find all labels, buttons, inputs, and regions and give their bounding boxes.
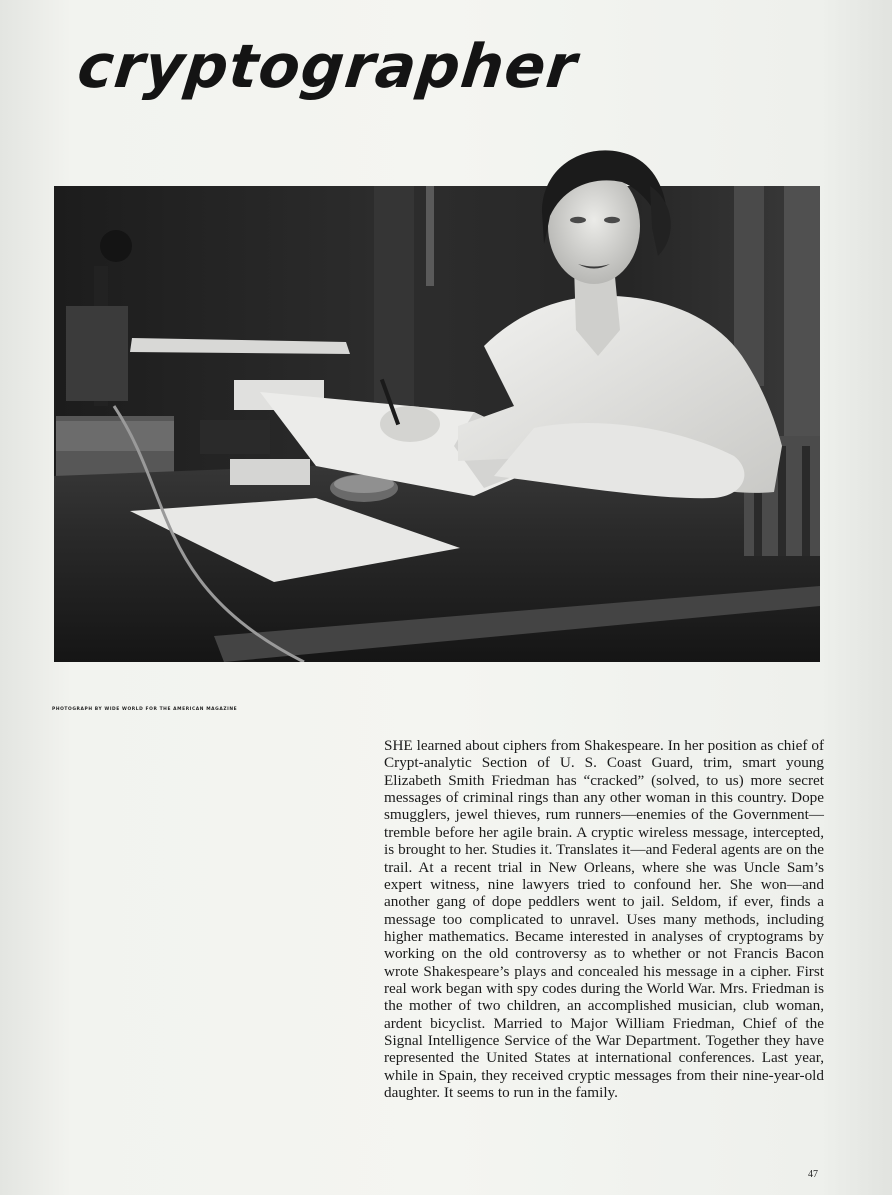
article-body: SHE learned about ciphers from Shakespeare. In her position as chief of Crypt-analytic Section of U. S. Coast Guard, trim, smart young Elizabeth Smith Friedman has “cracked” (solved, to us) more secret messages of criminal rings than any other woman in this country. Dope smugglers, jewel thieves, rum runners—enemies of the Government—tremble before her agile brain. A cryptic wireless message, intercepted, is brought to her. Studies it. Translates it—and Federal agents are on the trail. At a recent trial in New Orleans, where she was Uncle Sam’s expert witness, nine lawyers tried to confound her. She won—and another gang of dope peddlers went to jail. Seldom, if ever, finds a message too complicated to unravel. Uses many methods, including higher mathematics. Became interested in analyses of cryptograms by working on the old controversy as to whether or not Francis Bacon wrote Shakespeare’s plays and concealed his message in a cipher. First real work began with spy codes during the World War. Mrs. Friedman is the mother of two children, an accomplished musician, club woman, ardent bicyclist. Married to Major William Friedman, Chief of the Signal Intelligence Service of the War Department. Together they have represented the United States at international conferences. Last year, while in Spain, they received cryptic messages from their nine-year-old daughter. It seems to run in the family. xyxy=(384,737,824,1102)
photo-credit: PHOTOGRAPH BY WIDE WORLD FOR THE AMERICAN MAGAZINE xyxy=(52,707,238,712)
portrait-photo xyxy=(54,186,820,662)
page-number: 47 xyxy=(808,1169,818,1180)
photo-illustration xyxy=(54,116,820,662)
headline: cryptographer xyxy=(74,32,581,102)
